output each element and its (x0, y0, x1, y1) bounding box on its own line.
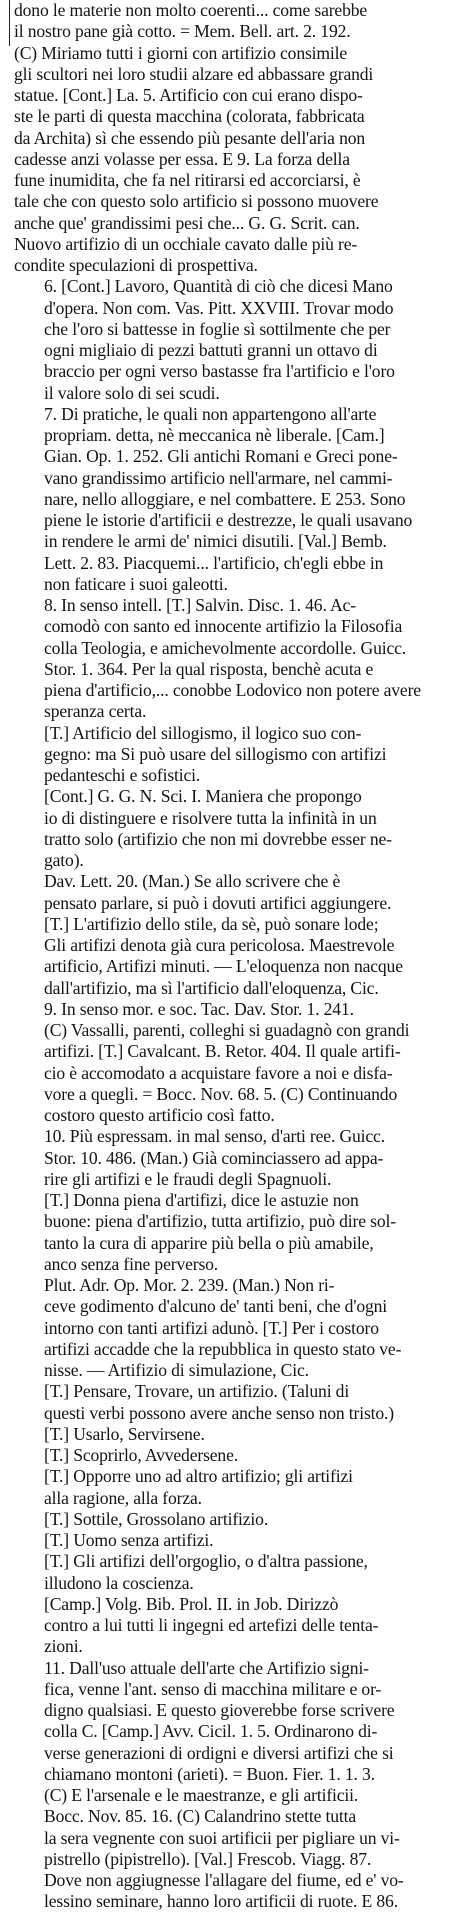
text-line: chiamano montoni (arieti). = Buon. Fier. 1. 1. 3. (44, 1763, 375, 1784)
dictionary-entry (14, 1381, 462, 1424)
dictionary-entry (14, 871, 462, 999)
text-line: pistrello (pipistrello). [Val.] Frescob. Viagg. 87. (44, 1848, 372, 1869)
dictionary-entry (14, 786, 462, 871)
text-line: pensato parlare, si può i dovuti artifici aggiungere. (44, 892, 392, 913)
text-line: [T.] Donna piena d'artifizi, dice le astuzie non (44, 1190, 359, 1210)
text-line: intorno con tanti artifizi adunò. [T.] Per i costoro (44, 1317, 379, 1338)
text-line: da Archita) sì che essendo più pesante dell'aria non (14, 127, 366, 148)
dictionary-entry (14, 1445, 462, 1466)
dictionary-entry (14, 999, 462, 1127)
text-line: illudono la coscienza. (44, 1572, 194, 1593)
text-line: io di distinguere e risolvere tutta la infinità in un (44, 807, 377, 828)
text-line: [T.] L'artifizio dello stile, da sè, può sonare lode; (44, 913, 379, 934)
text-line: dall'artifizio, ma sì l'artificio dall'eloquenza, Cic. (44, 977, 379, 998)
text-line: costoro questo artificio così fatto. (44, 1105, 275, 1125)
text-line: contro a lui tutti li ingegni ed artefizi delle tenta- (44, 1615, 379, 1635)
text-line: tanto la cura di apparire più bella o più amabile, (44, 1232, 374, 1253)
text-line: artifizi. [T.] Cavalcant. B. Retor. 404. Il quale artifi- (44, 1041, 401, 1062)
text-line: Gli artifizi denota già cura pericolosa. Maestrevole (44, 935, 395, 955)
dictionary-entry (14, 404, 462, 595)
dictionary-entry (14, 1806, 462, 1912)
text-line: rire gli artifizi e le fraudi degli Spagnuoli. (44, 1168, 332, 1189)
text-line: braccio per ogni verso bastasse fra l'artificio e l'oro (44, 361, 395, 382)
text-line: anche que' grandissimi pesi che... G. G. Scrit. can. (14, 212, 360, 233)
text-line: ogni migliaio di pezzi battuti granni un ottavo di (44, 340, 378, 360)
text-line: colla C. [Camp.] Avv. Cicil. 1. 5. Ordinarono di- (44, 1721, 378, 1742)
text-line: verse generazioni di ordigni e diversi artifizi che si (44, 1742, 394, 1763)
text-line: nare, nello alloggiare, e nel combattere. E 253. Sono (44, 488, 406, 509)
text-line: fune inumidita, che fa nel ritirarsi ed accorciarsi, è (14, 170, 361, 190)
dictionary-entry (14, 1424, 462, 1445)
text-line: Gian. Op. 1. 252. Gli antichi Romani e Greci pone- (44, 446, 398, 467)
text-line: comodò con santo ed innocente artifizio la Filosofia (44, 616, 403, 637)
column-rule (9, 0, 10, 46)
text-line: cadesse anzi volasse per essa. E 9. La forza della (14, 148, 350, 169)
text-line: che l'oro si battesse in foglie sì sottilmente che per (44, 318, 391, 339)
dictionary-entry (14, 276, 462, 404)
text-line: 8. In senso intell. [T.] Salvin. Disc. 1. 46. Ac- (44, 595, 356, 615)
text-line: [T.] Gli artifizi dell'orgoglio, o d'altra passione, (44, 1551, 368, 1572)
text-line: artifizi accadde che la repubblica in questo stato ve- (44, 1338, 402, 1359)
text-line: lessino seminare, hanno loro artificii di ruote. E 86. (44, 1891, 398, 1912)
text-line: tratto solo (artifizio che non mi dovrebbe esser ne- (44, 828, 392, 849)
text-line: 7. Di pratiche, le quali non appartengono all'arte (44, 403, 377, 424)
text-line: digno qualsiasi. E questo gioverebbe forse scrivere (44, 1700, 395, 1720)
dictionary-entry (14, 1466, 462, 1509)
text-line: buone: piena d'artifizio, tutta artifizio, può dire sol- (44, 1211, 396, 1232)
dictionary-entry (14, 1594, 462, 1658)
text-line: pedanteschi e sofistici. (44, 765, 201, 785)
dictionary-entry (14, 1530, 462, 1551)
text-line: 9. In senso mor. e soc. Tac. Dav. Stor. 1. 241. (44, 998, 354, 1019)
text-line: propriam. detta, nè meccanica nè liberale. [Cam.] (44, 425, 385, 445)
text-line: alla ragione, alla forza. (44, 1487, 202, 1508)
text-line: [T.] Pensare, Trovare, un artifizio. (Taluni di (44, 1381, 350, 1402)
text-line: gato). (44, 850, 84, 870)
text-line: Bocc. Nov. 85. 16. (C) Calandrino stette tutta (44, 1806, 357, 1827)
text-line: [Cont.] G. G. N. Sci. I. Maniera che propongo (44, 786, 362, 807)
text-line: Stor. 10. 486. (Man.) Già cominciassero ad appa- (44, 1147, 384, 1168)
text-line: [T.] Usarlo, Servirsene. (44, 1423, 205, 1444)
dictionary-entry (14, 0, 462, 276)
text-line: colla Teologia, e amichevolmente accordolle. Guicc. (44, 637, 407, 658)
text-line: Dav. Lett. 20. (Man.) Se allo scrivere che è (44, 871, 341, 892)
text-line: speranza certa. (44, 701, 147, 722)
dictionary-entry (14, 723, 462, 787)
text-line: tale che con questo solo artificio si possono muovere (14, 191, 379, 212)
text-line: Dove non aggiugnesse l'allagare del fiume, ed e' vo- (44, 1870, 404, 1890)
text-line: [T.] Uomo senza artifizi. (44, 1530, 214, 1550)
dictionary-entry (14, 1275, 462, 1381)
text-line: condite speculazioni di prospettiva. (14, 255, 258, 275)
text-line: zioni. (44, 1636, 83, 1657)
text-line: Lett. 2. 83. Piacquemi... l'artificio, ch'egli ebbe in (44, 552, 384, 573)
text-line: 10. Più espressam. in mal senso, d'arti ree. Guicc. (44, 1126, 385, 1147)
text-line: [T.] Sottile, Grossolano artifizio. (44, 1508, 269, 1529)
text-line: anco senza fine perverso. (44, 1253, 219, 1274)
text-line: piena d'artificio,... conobbe Lodovico non potere avere (44, 680, 421, 700)
text-line: vano grandissimo artificio nell'armare, nel cammi- (44, 467, 393, 488)
entry-list (14, 0, 462, 1913)
dictionary-entry (14, 1658, 462, 1807)
dictionary-entry (14, 1551, 462, 1594)
text-line: il valore solo di sei scudi. (44, 382, 220, 403)
text-line: [T.] Opporre uno ad altro artifizio; gli artifizi (44, 1466, 353, 1487)
text-line: [T.] Artificio del sillogismo, il logico suo con- (44, 722, 362, 743)
dictionary-entry (14, 1190, 462, 1275)
text-line: artificio, Artifizi minuti. — L'eloquenza non nacque (44, 956, 403, 977)
text-line: nisse. — Artifizio di simulazione, Cic. (44, 1360, 309, 1380)
dictionary-entry (14, 1509, 462, 1530)
text-line: statue. [Cont.] La. 5. Artificio con cui erano dispo- (14, 85, 363, 105)
text-line: ste le parti di questa macchina (colorata, fabbricata (14, 106, 365, 127)
text-line: Stor. 1. 364. Per la qual risposta, benchè acuta e (44, 658, 374, 679)
text-line: il nostro pane già cotto. = Mem. Bell. art. 2. 192. (14, 21, 351, 42)
text-line: ceve godimento d'alcuno de' tanti beni, che d'ogni (44, 1296, 388, 1317)
text-line: gegno: ma Si può usare del sillogismo con artifizi (44, 743, 387, 764)
text-line: [T.] Scoprirlo, Avvedersene. (44, 1445, 238, 1465)
text-line: cio è accomodato a acquistare favore a noi e disfa- (44, 1062, 393, 1083)
text-line: Plut. Adr. Op. Mor. 2. 239. (Man.) Non ri- (44, 1275, 335, 1295)
text-line: fica, venne l'ant. senso di macchina militare e or- (44, 1678, 382, 1699)
text-line: dono le materie non molto coerenti... come sarebbe (14, 0, 368, 20)
text-line: (C) Miriamo tutti i giorni con artifizio consimile (14, 42, 348, 63)
text-line: la sera vegnente con suoi artificii per pigliare un vi- (44, 1827, 400, 1848)
text-line: [Camp.] Volg. Bib. Prol. II. in Job. Dirizzò (44, 1593, 339, 1614)
dictionary-entry (14, 595, 462, 723)
text-line: questi verbi possono avere anche senso non tristo.) (44, 1402, 395, 1423)
text-line: in rendere le armi de' nimici disutili. [Val.] Bemb. (44, 531, 387, 552)
text-line: (C) Vassalli, parenti, colleghi si guadagnò con grandi (44, 1020, 410, 1040)
text-line: d'opera. Non com. Vas. Pitt. XXVIII. Trovar modo (44, 297, 394, 318)
dictionary-entry (14, 1126, 462, 1190)
text-line: (C) E l'arsenale e le maestranze, e gli artificii. (44, 1785, 359, 1805)
text-line: 11. Dall'uso attuale dell'arte che Artifizio signi- (44, 1657, 369, 1678)
text-line: vore a quegli. = Bocc. Nov. 68. 5. (C) Continuando (44, 1083, 398, 1104)
text-line: 6. [Cont.] Lavoro, Quantità di ciò che dicesi Mano (44, 276, 393, 297)
text-line: Nuovo artifizio di un occhiale cavato dalle più re- (14, 233, 358, 254)
text-line: non faticare i suoi galeotti. (44, 573, 228, 594)
text-line: gli scultori nei loro studii alzare ed abbassare grandi (14, 63, 374, 84)
text-line: piene le istorie d'artificii e destrezze, le quali usavano (44, 510, 413, 530)
